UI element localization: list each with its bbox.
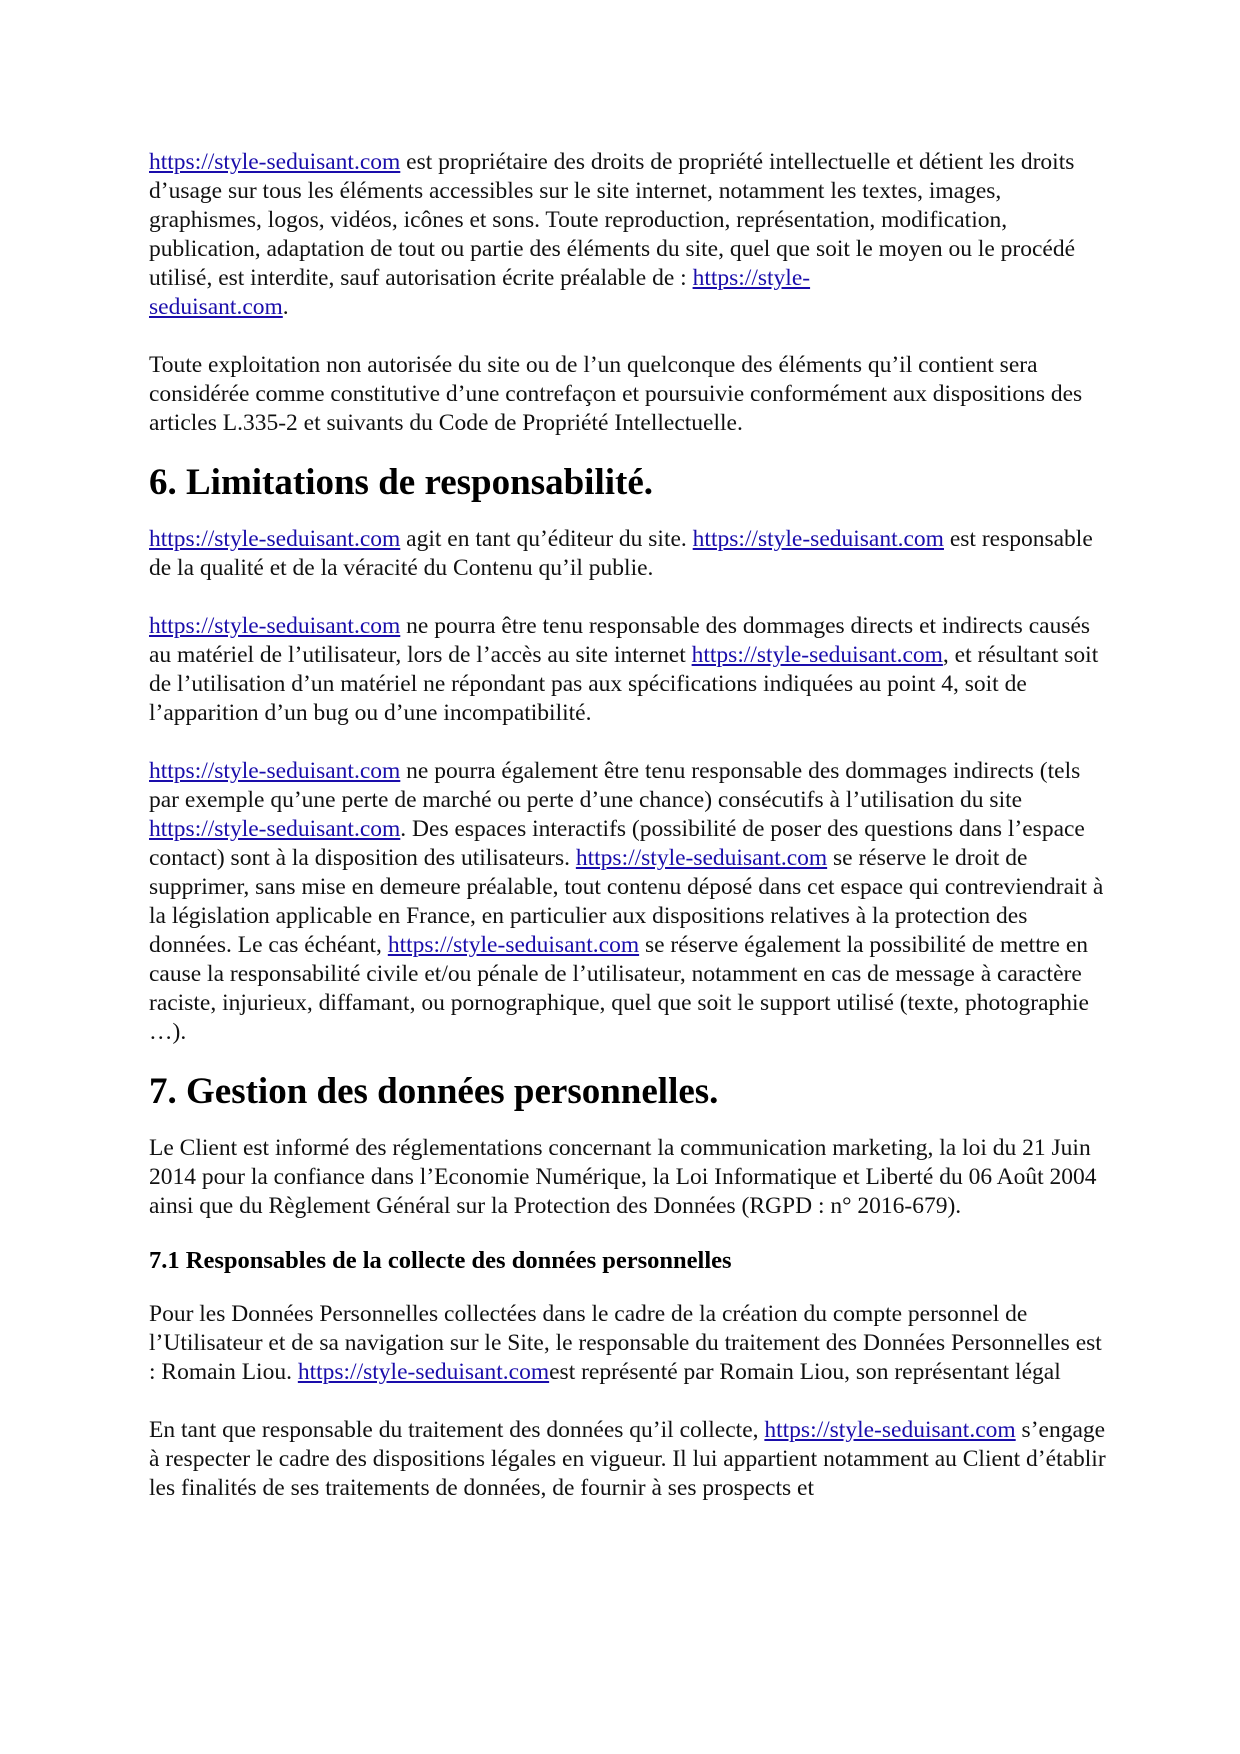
site-link[interactable]: https://style-seduisant.com [297,1359,550,1385]
site-link[interactable]: https://style-seduisant.com [149,816,401,842]
document-page [149,148,1109,1532]
data-controller-paragraph [149,1300,1109,1387]
publisher-paragraph [149,525,1109,583]
site-link[interactable]: https://style-seduisant.com [764,1417,1016,1443]
paragraph-text: s’engage à respecter le cadre des dispositions légales en vigueur. Il lui appartient notamment au Client d’établir les finalités de ses traitements de données, de fournir à ses prospects et [149,1417,1106,1501]
paragraph-text: . Des espaces interactifs (possibilité de poser des questions dans l’espace contact) sont à la disposition des utilisateurs. [149,816,1085,871]
link-text: https://style- [692,265,811,291]
paragraph-text: ne pourra être tenu responsable des dommages directs et indirects causés au matériel de l’utilisateur, lors de l’accès au site internet [149,613,1091,668]
site-link[interactable]: https://style-seduisant.com [691,642,943,668]
link-text: seduisant.com [149,294,283,320]
site-link[interactable]: https://style-seduisant.com [149,526,401,552]
regulations-paragraph [149,1134,1109,1221]
site-link[interactable]: https://style-seduisant.com [149,758,401,784]
paragraph-text: est représenté par Romain Liou, son représentant légal [549,1359,1061,1385]
intellectual-property-paragraph [149,148,1109,322]
site-link[interactable]: https://style-seduisant.com [149,613,401,639]
paragraph-text: Pour les Données Personnelles collectées dans le cadre de la création du compte personnel de l’Utilisateur et de sa navigation sur le Site, le responsable du traitement des Données Personnelles est : Romain Liou. [149,1301,1102,1385]
section-6-heading: 6. Limitations de responsabilité. [149,462,653,503]
paragraph-text: En tant que responsable du traitement des données qu’il collecte, [149,1417,765,1443]
site-link[interactable]: https://style-seduisant.com [575,845,828,871]
paragraph-text: se réserve le droit de supprimer, sans mise en demeure préalable, tout contenu déposé dans cet espace qui contreviendrait à la législation applicable en France, en particulier aux dispositions relatives à la protection des données. Le cas échéant, [149,845,1104,958]
site-link[interactable]: https://style-seduisant.com [692,526,944,552]
paragraph-text: se réserve également la possibilité de mettre en cause la responsabilité civile et/ou pénale de l’utilisateur, notamment en cas de message à caractère raciste, injurieux, diffamant, ou pornographique, quel que soit le support utilisé (texte, photographie …). [149,932,1089,1045]
paragraph-text: Toute exploitation non autorisée du site ou de l’un quelconque des éléments qu’il contient sera considérée comme constitutive d’une contrefaçon et poursuivie conformément aux dispositions des articles L.335-2 et suivants du Code de Propriété Intellectuelle. [149,352,1083,436]
paragraph-text: agit en tant qu’éditeur du site. [400,526,693,552]
controller-obligations-paragraph [149,1416,1109,1503]
indirect-damages-paragraph [149,757,1109,1047]
site-link[interactable]: https://style-seduisant.com [387,932,640,958]
infringement-paragraph [149,351,1109,438]
paragraph-text: ne pourra également être tenu responsable des dommages indirects (tels par exemple qu’une perte de marché ou perte d’une chance) consécutifs à l’utilisation du site [149,758,1081,813]
paragraph-text: est propriétaire des droits de propriété intellectuelle et détient les droits d’usage sur tous les éléments accessibles sur le site internet, notamment les textes, images, graphismes, logos, vidéos, icônes et sons. Toute reproduction, représentation, modification, publication, adaptation de tout ou partie des éléments du site, quel que soit le moyen ou le procédé utilisé, est interdite, sauf autorisation écrite préalable de : [149,149,1076,291]
section-7-heading: 7. Gestion des données personnelles. [149,1071,719,1112]
paragraph-text: est responsable de la qualité et de la véracité du Contenu qu’il publie. [149,526,1093,581]
paragraph-text: . [282,294,289,320]
paragraph-text: Le Client est informé des réglementations concernant la communication marketing, la loi du 21 Juin 2014 pour la confiance dans l’Economie Numérique, la Loi Informatique et Liberté du 06 Août 2004 ainsi que du Règlement Général sur la Protection des Données (RGPD : n° 2016-679). [149,1135,1097,1219]
site-link[interactable]: https://style-seduisant.com [149,149,401,175]
paragraph-text: , et résultant soit de l’utilisation d’un matériel ne répondant pas aux spécifications indiquées au point 4, soit de l’apparition d’un bug ou d’une incompatibilité. [149,642,1099,726]
section-7-1-heading: 7.1 Responsables de la collecte des données personnelles [149,1247,732,1274]
direct-damages-paragraph [149,612,1109,728]
